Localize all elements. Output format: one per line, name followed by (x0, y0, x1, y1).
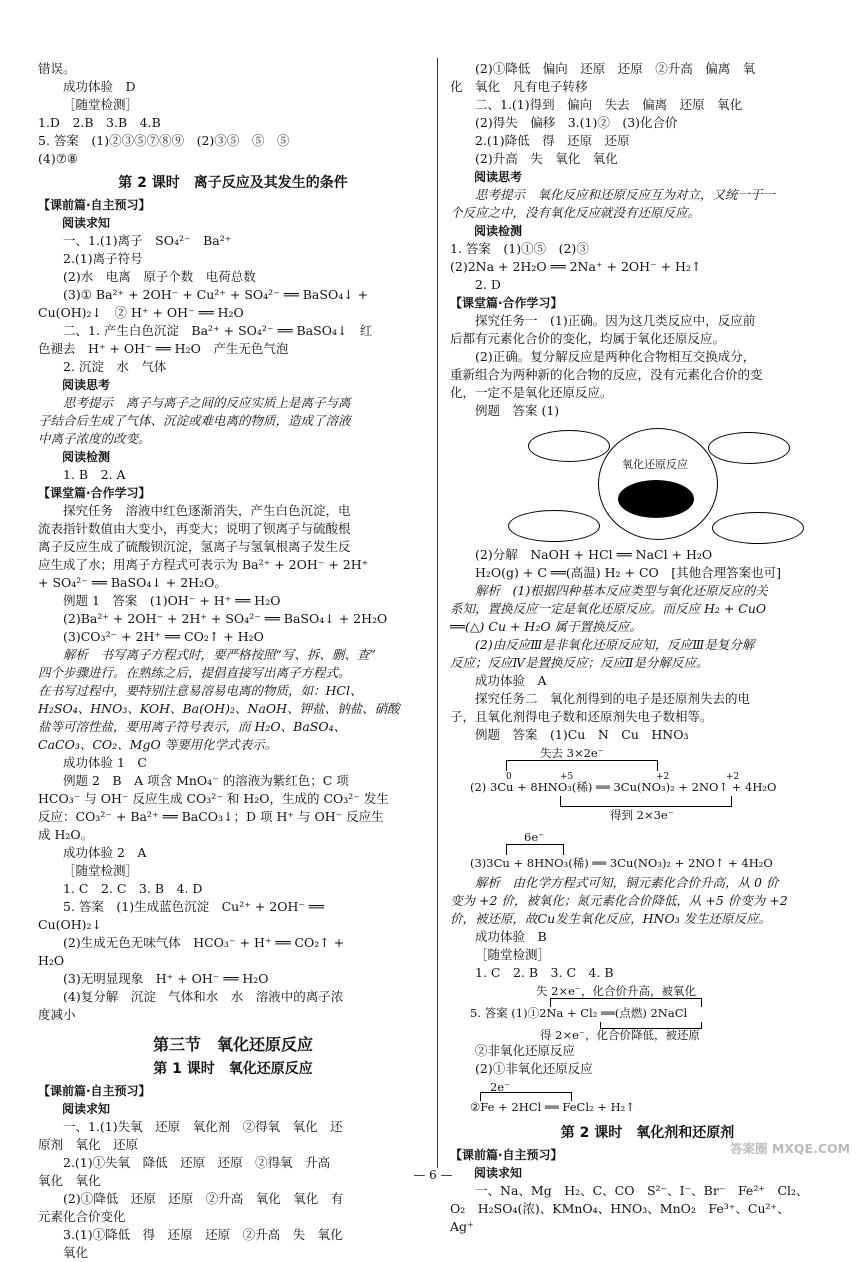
left-line: 子结合后生成了气体、沉淀或难电离的物质，造成了溶液 (38, 413, 351, 428)
right_tail-line: 一、Na、Mg H₂、C、CO S²⁻、I⁻、Br⁻ Fe²⁺ Cl₂、 (475, 1183, 809, 1198)
right_top-line: 二、1.(1)得到 偏向 失去 偏离 还原 氧化 (475, 97, 743, 112)
eq1-ox-cu2: +2 (656, 772, 670, 782)
left-line: 第三节 氧化还原反应 (152, 1036, 313, 1054)
right_top-line: 阅读思考 (474, 170, 523, 184)
eq1-bottom-label: 得到 2×3e⁻ (610, 808, 674, 822)
right_top-line: 【课堂篇·合作学习】 (450, 296, 563, 310)
left-line: (2)生成无色无味气体 HCO₃⁻ + H⁺ ══ CO₂↑ + (63, 935, 345, 950)
right_top-line: 阅读检测 (474, 224, 523, 238)
eq2-top-label: 6e⁻ (524, 830, 545, 844)
right_tail-line: 阅读求知 (474, 1166, 523, 1180)
left-line: 二、1. 产生白色沉淀 Ba²⁺ + SO₄²⁻ ══ BaSO₄↓ 红 (63, 323, 373, 338)
right_end-line: (2)①非氧化还原反应 (475, 1061, 593, 1076)
left-line: 成功体验 1 C (63, 755, 147, 770)
right_mid-line: ══(△) Cu + H₂O 属于置换反应。 (450, 619, 643, 634)
left-line: 第 1 课时 氧化还原反应 (153, 1061, 313, 1077)
right_low-line: ［随堂检测］ (475, 947, 551, 962)
right_mid-line: (2)由反应Ⅲ是非氧化还原反应知，反应Ⅲ是复分解 (475, 637, 755, 652)
right_top-line: 2.(1)降低 得 还原 还原 (475, 133, 630, 148)
left-line: 氧化 氧化 (38, 1173, 101, 1188)
right_mid-line: H₂O(g) + C ══(高温) H₂ + CO [其他合理答案也可] (475, 565, 782, 580)
eq4-main: ②Fe + 2HCl ══ FeCl₂ + H₂↑ (470, 1100, 635, 1114)
left-line: 第 2 课时 离子反应及其发生的条件 (118, 175, 348, 191)
left-line: 例题 2 B A 项含 MnO₄⁻ 的溶液为紫红色；C 项 (63, 773, 349, 788)
left-line: 元素化合价变化 (38, 1209, 126, 1224)
venn-diagram (450, 420, 845, 546)
left-column (38, 60, 428, 1262)
left-line: 反应：CO₃²⁻ + Ba²⁺ ══ BaCO₃↓；D 项 H⁺ 与 OH⁻ 反应生 (38, 809, 384, 824)
right_tail-line: Ag⁺ (450, 1219, 474, 1234)
left-line: CaCO₃、CO₂、MgO 等要用化学式表示。 (38, 737, 278, 752)
eq1-ox-cu: 0 (506, 772, 512, 782)
right_tail-line: O₂ H₂SO₄(浓)、KMnO₄、HNO₃、MnO₂ Fe³⁺、Cu²⁺、 (450, 1201, 790, 1216)
left-line: 阅读求知 (62, 1102, 111, 1116)
right-column (450, 60, 845, 1236)
right_top-line: 化，一定不是氧化还原反应。 (450, 385, 613, 400)
left-line: (4)⑦⑧ (38, 151, 79, 166)
eq4-top-label: 2e⁻ (490, 1080, 511, 1094)
left-line: 氧化 (63, 1245, 89, 1260)
eq1-top-label: 失去 3×2e⁻ (540, 746, 604, 760)
left-line: 阅读求知 (62, 216, 111, 230)
left-line: 色褪去 H⁺ + OH⁻ ══ H₂O 产生无色气泡 (38, 341, 289, 356)
left-line: 2. 沉淀 水 气体 (63, 359, 167, 374)
left-line: HCO₃⁻ 与 OH⁻ 反应生成 CO₃²⁻ 和 H₂O，生成的 CO₃²⁻ 发生 (38, 791, 389, 806)
left-line: 3.(1)①降低 得 还原 还原 ②升高 失 氧化 (63, 1227, 343, 1242)
column-divider (437, 58, 438, 1168)
left-line: (3)① Ba²⁺ + 2OH⁻ + Cu²⁺ + SO₄²⁻ ══ BaSO₄↓ + (63, 287, 369, 302)
electron-transfer-equation-1 (450, 744, 845, 828)
left-line: 成功体验 D (63, 79, 136, 94)
right_mid-line: 反应；反应Ⅳ是置换反应；反应Ⅱ是分解反应。 (450, 655, 709, 670)
right-mid-text (450, 546, 845, 744)
left-line: 阅读检测 (62, 450, 111, 464)
right_top-line: (2)正确。复分解反应是两种化合物相互交换成分， (475, 349, 756, 364)
right_top-line: (2)2Na + 2H₂O ══ 2Na⁺ + 2OH⁻ + H₂↑ (450, 259, 702, 274)
right_top-line: 后都有元素化合价的变化，均属于氧化还原反应。 (450, 331, 726, 346)
eq3-bottom-label: 得 2×e⁻，化合价降低，被还原 (540, 1028, 700, 1042)
oval-bottom-left (508, 510, 600, 542)
left-line: 5. 答案 (1)②③⑤⑦⑧⑨ (2)③⑤ ⑤ ⑤ (38, 133, 290, 148)
left-line: 阅读思考 (62, 378, 111, 392)
right-low-text (450, 874, 845, 982)
right_top-line: (2)升高 失 氧化 氧化 (475, 151, 618, 166)
right-top-text (450, 60, 845, 420)
left-line: 5. 答案 (1)生成蓝色沉淀 Cu²⁺ + 2OH⁻ ══ (63, 899, 324, 914)
right_low-line: 1. C 2. B 3. C 4. B (475, 965, 614, 980)
right_low-line: 价，被还原，故Cu发生氧化反应，HNO₃ 发生还原反应。 (450, 911, 772, 926)
left-line: ［随堂检测］ (63, 863, 139, 878)
eq1-ox-n: +5 (560, 772, 574, 782)
left-line: 【课前篇·自主预习】 (38, 1084, 151, 1098)
left-line: (2)水 电离 原子个数 电荷总数 (63, 269, 256, 284)
right_top-line: 1. 答案 (1)①⑤ (2)③ (450, 241, 589, 256)
left-line: (2)Ba²⁺ + 2OH⁻ + 2H⁺ + SO₄²⁻ ══ BaSO₄↓ + 2H₂O (63, 611, 388, 626)
left-line: 【课前篇·自主预习】 (38, 198, 151, 212)
eq1-top-bracket (506, 760, 658, 771)
eq3-main: 5. 答案 (1)①2Na + Cl₂ ══(点燃) 2NaCl (470, 1006, 688, 1020)
left-line: 在书写过程中，要特别注意易溶易电离的物质，如：HCl、 (38, 683, 363, 698)
left-line: + SO₄²⁻ ══ BaSO₄↓ + 2H₂O。 (38, 575, 227, 590)
right_low-line: 解析 由化学方程式可知，铜元素化合价升高，从 0 价 (475, 875, 779, 890)
left-line: H₂O (38, 953, 65, 968)
right_low-line: 成功体验 B (475, 929, 547, 944)
oval-top-left (528, 430, 610, 462)
left-line: Cu(OH)₂↓ (38, 917, 103, 932)
left-line: Cu(OH)₂↓ ② H⁺ + OH⁻ ══ H₂O (38, 305, 244, 320)
electron-transfer-equation-3 (450, 982, 845, 1042)
right_top-line: (2)①降低 偏向 还原 还原 ②升高 偏离 氧 (475, 61, 756, 76)
left-line: 1. C 2. C 3. B 4. D (63, 881, 203, 896)
left-line: (4)复分解 沉淀 气体和水 水 溶液中的离子浓 (63, 989, 344, 1004)
left-line: 成功体验 2 A (63, 845, 147, 860)
left-line: 度减小 (38, 1007, 76, 1022)
right_low-line: 变为 +2 价，被氧化；氮元素化合价降低，从 +5 价变为 +2 (450, 893, 788, 908)
page-number: — 6 — (413, 1168, 453, 1182)
left-line: 一、1.(1)离子 SO₄²⁻ Ba²⁺ (63, 233, 232, 248)
oval-bottom-right (712, 512, 804, 544)
right-end-text (450, 1042, 845, 1078)
left-line: 【课堂篇·合作学习】 (38, 486, 151, 500)
eq3-top-label: 失 2×e⁻，化合价升高，被氧化 (536, 984, 696, 998)
left-line: 错误。 (38, 61, 76, 76)
oval-top-right (708, 432, 790, 464)
left-line: 2.(1)①失氧 降低 还原 还原 ②得氧 升高 (63, 1155, 331, 1170)
right_mid-line: 成功体验 A (475, 673, 547, 688)
right_mid-line: 解析 (1)根据四种基本反应类型与氧化还原反应的关 (475, 583, 768, 598)
left-line: 例题 1 答案 (1)OH⁻ + H⁺ ══ H₂O (63, 593, 281, 608)
left-line: 盐等可溶性盐，要用离子符号表示，而 H₂O、BaSO₄、 (38, 719, 347, 734)
left-line: H₂SO₄、HNO₃、KOH、Ba(OH)₂、NaOH、钾盐、钠盐、硝酸 (38, 701, 400, 716)
right_top-line: 探究任务一 (1)正确。因为这几类反应中，反应前 (475, 313, 756, 328)
left-line: ［随堂检测］ (63, 97, 139, 112)
right_mid-line: 探究任务二 氧化剂得到的电子是还原剂失去的电 (475, 691, 751, 706)
oval-black (618, 480, 694, 518)
left-line: (3)无明显现象 H⁺ + OH⁻ ══ H₂O (63, 971, 269, 986)
left-line: 离子反应生成了硫酸钡沉淀，氢离子与氢氧根离子发生反 (38, 539, 351, 554)
left-line: 应生成了水；用离子方程式可表示为 Ba²⁺ + 2OH⁻ + 2H⁺ (38, 557, 369, 572)
left-line: 1. B 2. A (63, 467, 126, 482)
left-line: 原剂 氧化 还原 (38, 1137, 139, 1152)
right_mid-line: 系知，置换反应一定是氧化还原反应。而反应 H₂ + CuO (450, 601, 767, 616)
left-line: 中离子浓度的改变。 (38, 431, 151, 446)
electron-transfer-equation-4 (450, 1078, 845, 1118)
left-line: 一、1.(1)失氧 还原 氧化剂 ②得氧 氧化 还 (63, 1119, 343, 1134)
left-line: (2)①降低 还原 还原 ②升高 氧化 氧化 有 (63, 1191, 344, 1206)
left-line: 四个步骤进行。在熟练之后，提倡直接写出离子方程式。 (38, 665, 351, 680)
right_top-line: 重新组合为两种新的化合物的反应，没有元素化合价的变 (450, 367, 763, 382)
right_top-line: 思考提示 氧化反应和还原反应互为对立，又统一于一 (475, 187, 776, 202)
right_end-line: ②非氧化还原反应 (475, 1043, 576, 1058)
left-line: 成 H₂O。 (38, 827, 94, 842)
right_top-line: 2. D (475, 277, 501, 292)
left-line: 思考提示 离子与离子之间的反应实质上是离子与离 (63, 395, 351, 410)
right_mid-line: (2)分解 NaOH + HCl ══ NaCl + H₂O (475, 547, 713, 562)
left-line: 流表指针数值由大变小，再变大；说明了钡离子与硫酸根 (38, 521, 351, 536)
right_top-line: 个反应之中，没有氧化反应就没有还原反应。 (450, 205, 701, 220)
section-title-2: 第 2 课时 氧化剂和还原剂 (560, 1125, 735, 1141)
right_top-line: 化 氧化 凡有电子转移 (450, 79, 588, 94)
left-line: 探究任务 溶液中红色逐渐消失，产生白色沉淀，电 (63, 503, 351, 518)
electron-transfer-equation-2 (450, 828, 845, 874)
diagram-label: 氧化还原反应 (622, 458, 688, 471)
eq2-main: (3)3Cu + 8HNO₃(稀) ══ 3Cu(NO₃)₂ + 2NO↑ + 4H₂O (470, 856, 773, 870)
right_top-line: 例题 答案 (1) (475, 403, 560, 418)
right-tail-text (450, 1146, 845, 1236)
eq1-main: (2) 3Cu + 8HNO₃(稀) ══ 3Cu(NO₃)₂ + 2NO↑ + 4H₂O (470, 780, 777, 794)
left-line: 2.(1)离子符号 (63, 251, 143, 266)
right_mid-line: 子，且氧化剂得电子数和还原剂失电子数相等。 (450, 709, 713, 724)
left-line: 解析 书写离子方程式时，要严格按照“写、拆、删、查” (63, 647, 376, 662)
left-line: (3)CO₃²⁻ + 2H⁺ ══ CO₂↑ + H₂O (63, 629, 264, 644)
left-line: 1.D 2.B 3.B 4.B (38, 115, 161, 130)
eq1-ox-no: +2 (726, 772, 740, 782)
watermark-logo: 答案圈 MXQE.COM (730, 1141, 851, 1156)
right_mid-line: 例题 答案 (1)Cu N Cu HNO₃ (475, 727, 689, 742)
right_top-line: (2)得失 偏移 3.(1)② (3)化合价 (475, 115, 678, 130)
right_tail-line: 【课前篇·自主预习】 (450, 1148, 563, 1162)
